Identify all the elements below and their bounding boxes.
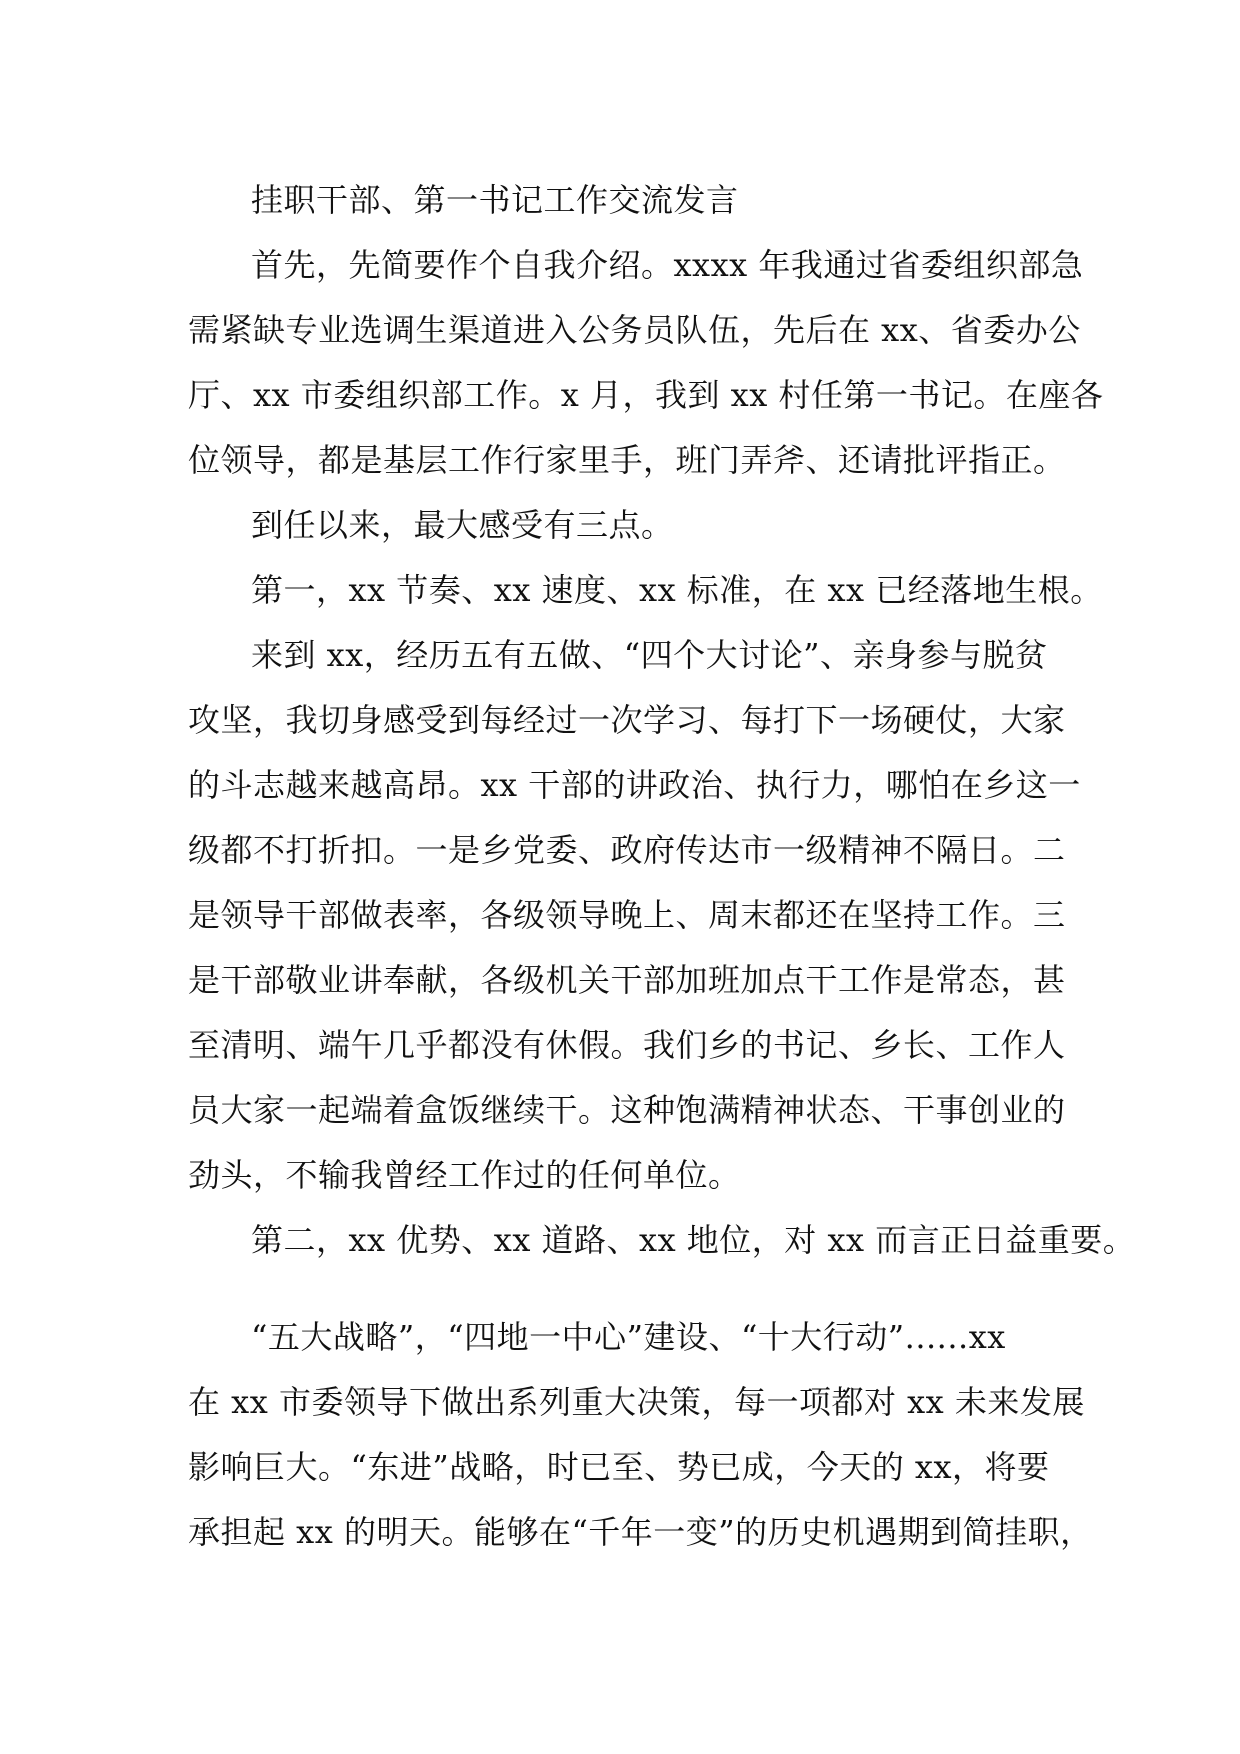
paragraph-line: 在 xx 市委领导下做出系列重大决策，每一项都对 xx 未来发展 — [188, 1383, 1085, 1421]
paragraph-line: 是领导干部做表率，各级领导晚上、周末都还在坚持工作。三 — [188, 896, 1066, 934]
paragraph-line: 影响巨大。“东进”战略，时已至、势已成，今天的 xx，将要 — [188, 1448, 1050, 1486]
paragraph-line: 至清明、端午几乎都没有休假。我们乡的书记、乡长、工作人 — [188, 1026, 1066, 1064]
paragraph-line: 来到 xx，经历五有五做、“四个大讨论”、亲身参与脱贫 — [251, 636, 1048, 674]
paragraph-line: 的斗志越来越高昂。xx 干部的讲政治、执行力，哪怕在乡这一 — [188, 766, 1081, 804]
paragraph-line: 攻坚，我切身感受到每经过一次学习、每打下一场硬仗，大家 — [188, 701, 1066, 739]
document-title: 挂职干部、第一书记工作交流发言 — [251, 181, 739, 219]
paragraph-line: “五大战略”，“四地一中心”建设、“十大行动”......xx — [251, 1318, 1006, 1356]
paragraph-line: 到任以来，最大感受有三点。 — [251, 506, 674, 544]
section-heading: 第一，xx 节奏、xx 速度、xx 标准，在 xx 已经落地生根。 — [251, 571, 1103, 609]
paragraph-line: 是干部敬业讲奉献，各级机关干部加班加点干工作是常态，甚 — [188, 961, 1066, 999]
document-body — [188, 168, 1136, 1565]
paragraph-line: 首先，先简要作个自我介绍。xxxx 年我通过省委组织部急 — [251, 246, 1084, 284]
paragraph-line: 需紧缺专业选调生渠道进入公务员队伍，先后在 xx、省委办公 — [188, 311, 1081, 349]
paragraph-line: 位领导，都是基层工作行家里手，班门弄斧、还请批评指正。 — [188, 441, 1066, 479]
paragraph-line: 级都不打折扣。一是乡党委、政府传达市一级精神不隔日。二 — [188, 831, 1066, 869]
section-heading: 第二，xx 优势、xx 道路、xx 地位，对 xx 而言正日益重要。 — [251, 1221, 1136, 1259]
paragraph-line: 承担起 xx 的明天。能够在“千年一变”的历史机遇期到简挂职， — [188, 1513, 1093, 1551]
paragraph-line: 厅、xx 市委组织部工作。x 月，我到 xx 村任第一书记。在座各 — [188, 376, 1104, 414]
paragraph-line: 劲头，不输我曾经工作过的任何单位。 — [188, 1156, 741, 1194]
paragraph-line: 员大家一起端着盒饭继续干。这种饱满精神状态、干事创业的 — [188, 1091, 1066, 1129]
paragraph-gap — [188, 1273, 1068, 1305]
